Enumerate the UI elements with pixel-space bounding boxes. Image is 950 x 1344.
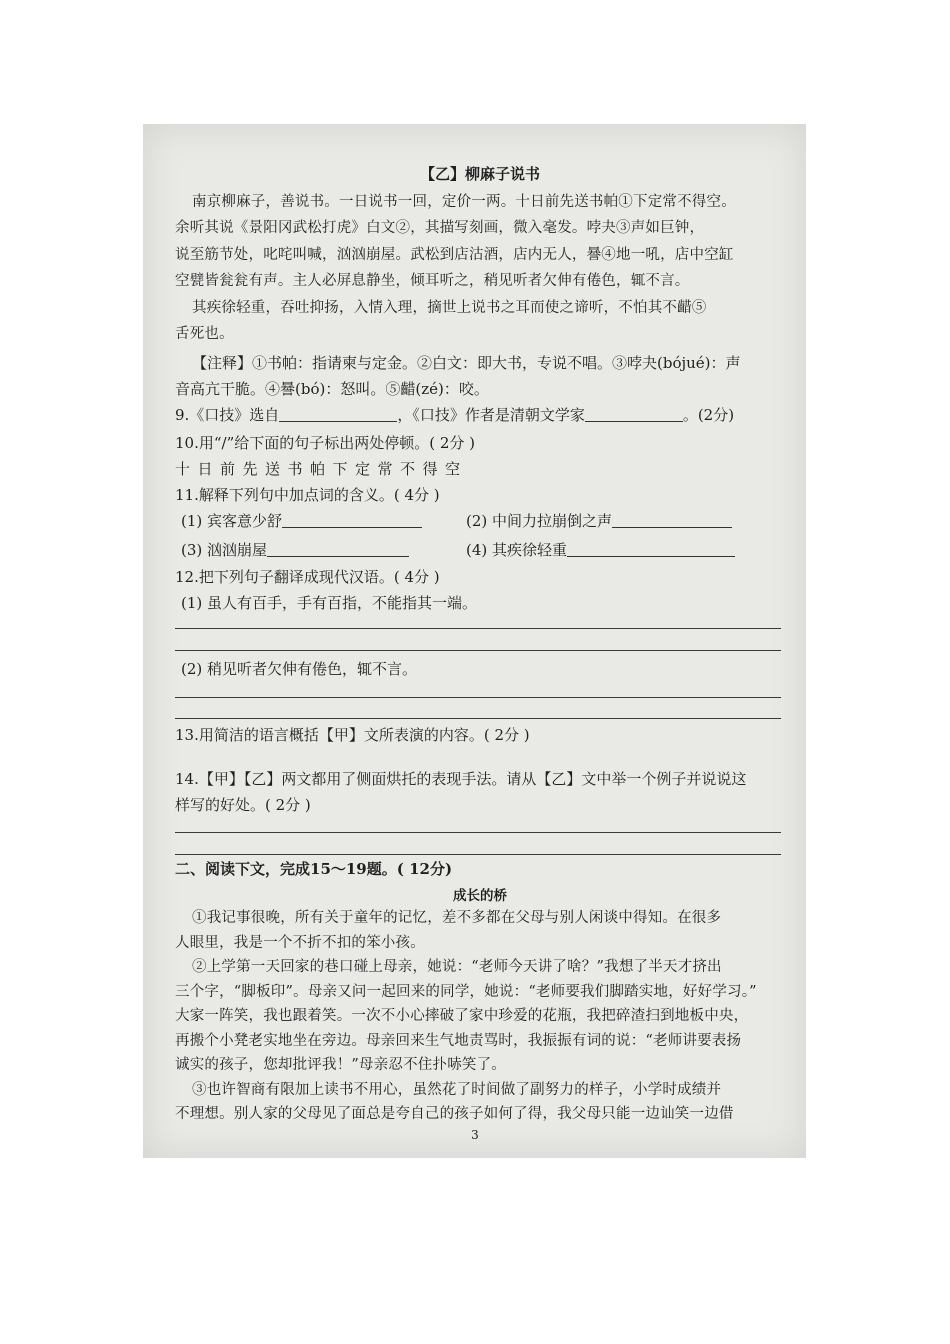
question-11-item: [466, 539, 735, 560]
reading-line: 不理想。别人家的父母见了面总是夸自己的孩子如何了得，我父母只能一边讪笑一边借: [175, 1106, 734, 1122]
answer-line[interactable]: [175, 832, 781, 833]
question-12-sentence-2: (2) 稍见听者欠伸有倦色，辄不言。: [181, 660, 418, 678]
reading-line: 三个字，“脚板印”。母亲又问一起回来的同学，她说：“老师要我们脚踏实地，好好学习。”: [175, 984, 757, 1000]
question-11-item-text: (1) 宾客意少舒: [181, 512, 283, 530]
passage-b-title: 【乙】柳麻子说书: [419, 165, 540, 183]
annotation-line: 【注释】①书帕：指请柬与定金。②白文：即大书，专说不唱。③哱夬(bójué)：声: [192, 354, 741, 372]
passage-b-line: 南京柳麻子，善说书。一日说书一回，定价一两。十日前先送书帕①下定常不得空。: [192, 194, 736, 210]
question-14-line-1: 14.【甲】【乙】两文都用了侧面烘托的表现手法。请从【乙】文中举一个例子并说说这: [175, 770, 747, 788]
question-11-item: [181, 510, 422, 531]
question-11: 11.解释下列句中加点词的含义。( 4分 ): [175, 486, 440, 504]
answer-line[interactable]: [175, 854, 781, 855]
passage-b-line: 其疾徐轻重，吞吐抑扬，入情入理，摘世上说书之耳而使之谛听，不怕其不齰⑤: [192, 300, 707, 316]
question-11-item-text: (4) 其疾徐轻重: [466, 541, 568, 559]
passage-b-line: 空甓皆瓮瓮有声。主人必屏息静坐，倾耳听之，稍见听者欠伸有倦色，辄不言。: [175, 273, 690, 289]
question-10-sentence: 十日前先送书帕下定常不得空: [175, 460, 468, 478]
passage-b-line: 说至筋节处，叱咤叫喊，汹汹崩屋。武松到店沽酒，店内无人，謈④地一吼，店中空缸: [175, 247, 734, 263]
reading-line: ③也许智商有限加上读书不用心，虽然花了时间做了副努力的样子，小学时成绩并: [192, 1082, 722, 1098]
question-10: 10.用“/”给下面的句子标出两处停顿。( 2分 ): [175, 434, 476, 452]
reading-line: 再搬个小凳老实地坐在旁边。母亲回来生气地责骂时，我振振有词的说：“老师讲要表扬: [175, 1033, 742, 1049]
section-2-heading: 二、阅读下文，完成15～19题。( 12分): [175, 860, 453, 878]
reading-line: ②上学第一天回家的巷口碰上母亲，她说：“老师今天讲了啥？”我想了半天才挤出: [192, 959, 722, 975]
question-9-part-b: ，《口技》作者是清朝文学家: [397, 406, 585, 424]
answer-line[interactable]: [175, 650, 781, 651]
reading-line: 大家一阵笑，我也跟着笑。一次不小心摔破了家中珍爱的花瓶，我把碎渣扫到地板中央，: [175, 1008, 749, 1024]
answer-line[interactable]: [175, 628, 781, 629]
answer-line[interactable]: [175, 718, 781, 719]
question-9-part-c: 。(2分): [682, 406, 735, 424]
answer-blank[interactable]: [567, 541, 735, 557]
question-11-item: [181, 539, 409, 560]
reading-line: 人眼里，我是一个不折不扣的笨小孩。: [175, 935, 425, 951]
reading-line: ①我记事很晚，所有关于童年的记忆，差不多都在父母与别人闲谈中得知。在很多: [192, 910, 722, 926]
answer-blank[interactable]: [282, 512, 422, 528]
question-12: 12.把下列句子翻译成现代汉语。( 4分 ): [175, 568, 440, 586]
question-11-item-text: (2) 中间力拉崩倒之声: [466, 512, 613, 530]
answer-line[interactable]: [175, 697, 781, 698]
question-12-sentence-1: (1) 虽人有百手，手有百指，不能指其一端。: [181, 594, 478, 612]
answer-blank[interactable]: [612, 512, 732, 528]
question-9: [175, 404, 785, 425]
question-9-part-a: 9.《口技》选自: [175, 406, 280, 424]
answer-blank[interactable]: [585, 406, 683, 422]
annotation-line: 音高亢干脆。④謈(bó)：怒叫。⑤齰(zé)：咬。: [175, 380, 489, 398]
answer-blank[interactable]: [279, 406, 397, 422]
section-2-title: 成长的桥: [453, 888, 507, 904]
page-number: 3: [471, 1128, 479, 1142]
reading-line: 诚实的孩子，您却批评我！”母亲忍不住扑哧笑了。: [175, 1057, 507, 1073]
answer-blank[interactable]: [267, 541, 409, 557]
question-11-item: [466, 510, 732, 531]
passage-b-line: 舌死也。: [175, 326, 234, 342]
question-14-line-2: 样写的好处。( 2分 ): [175, 796, 311, 814]
question-11-item-text: (3) 汹汹崩屋: [181, 541, 268, 559]
question-13: 13.用简洁的语言概括【甲】文所表演的内容。( 2分 ): [175, 726, 530, 744]
passage-b-line: 余听其说《景阳冈武松打虎》白文②，其描写刻画，微入毫发。哱夬③声如巨钟，: [175, 220, 705, 236]
